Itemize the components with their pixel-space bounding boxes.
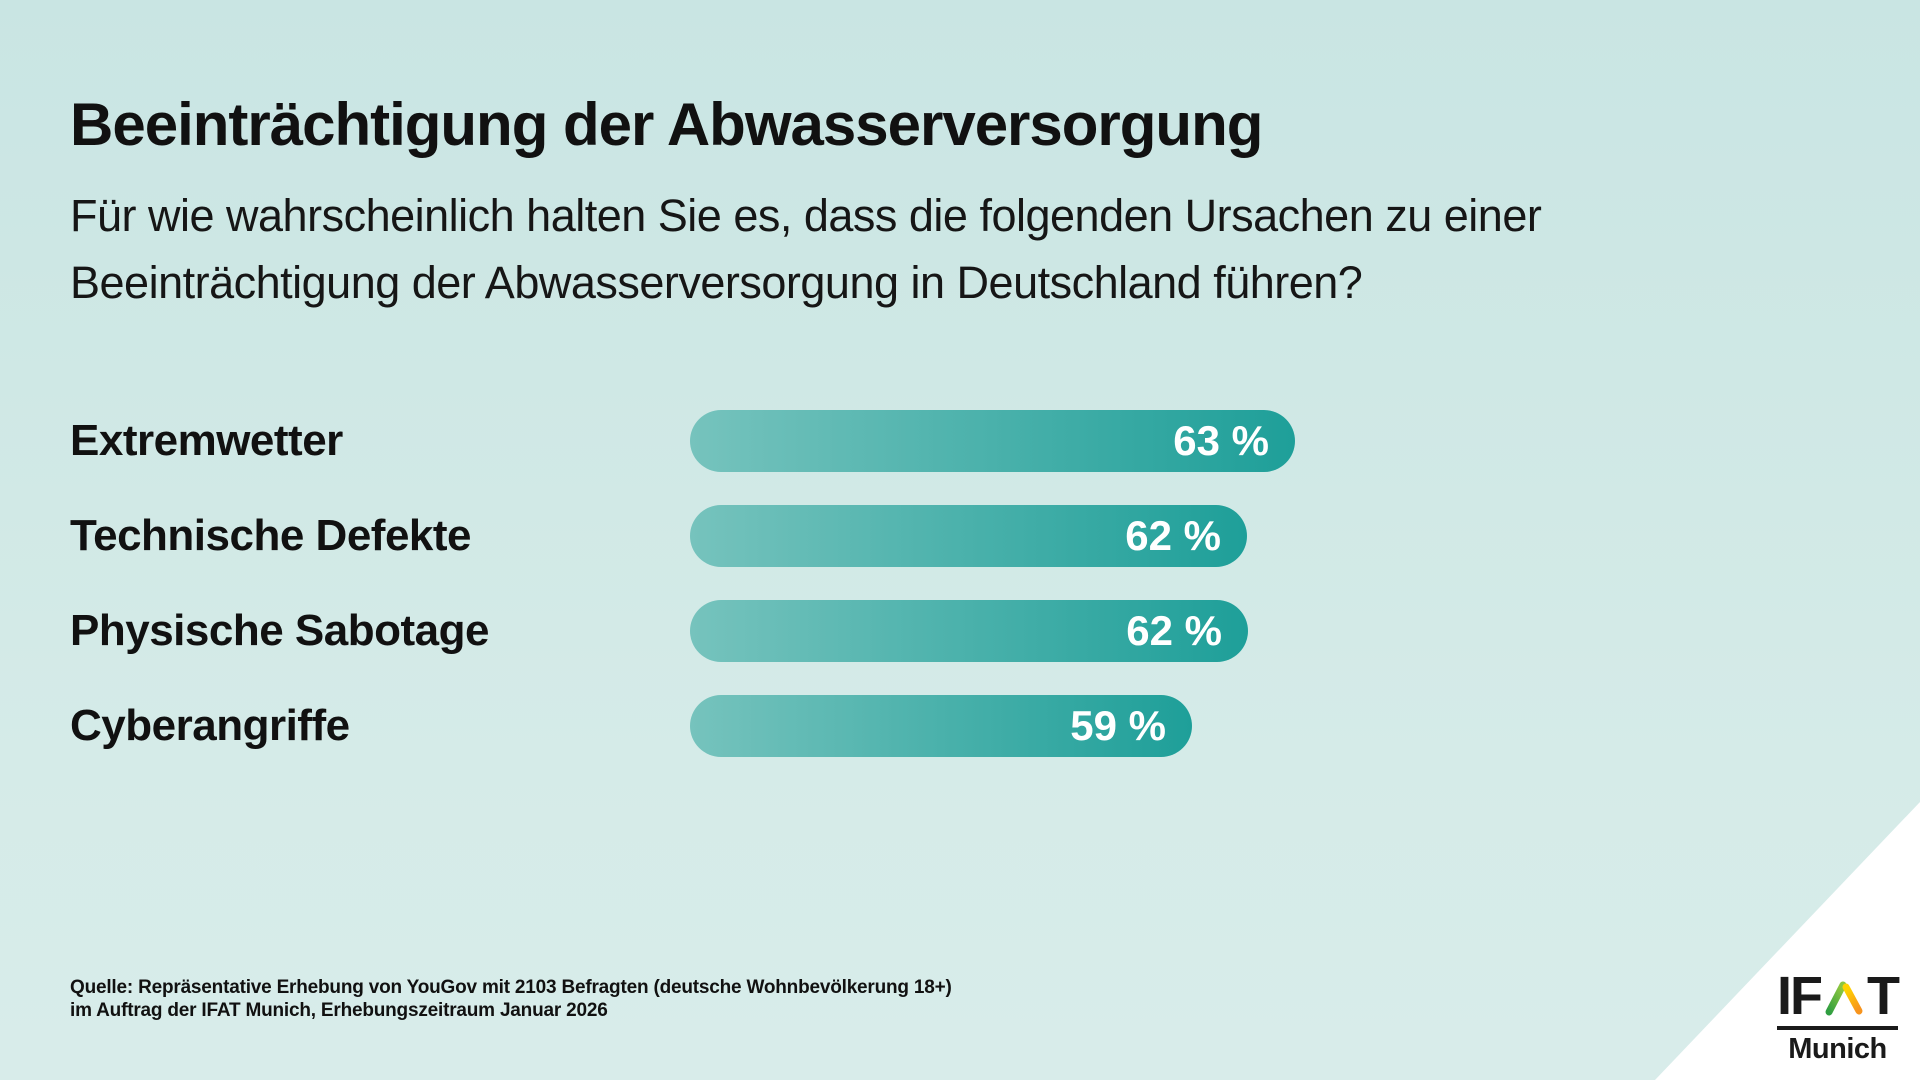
chart-row-cyberangriffe bbox=[0, 695, 1920, 757]
bar-value-label: 62 % bbox=[1126, 607, 1222, 654]
category-label: Cyberangriffe bbox=[70, 701, 350, 750]
logo-wordmark bbox=[1777, 966, 1898, 1027]
bar-extremwetter bbox=[690, 410, 1295, 472]
bar-cyberangriffe bbox=[690, 695, 1192, 757]
ifat-triangle-icon bbox=[1822, 979, 1866, 1021]
bar-technische-defekte bbox=[690, 505, 1247, 567]
source-line-2: im Auftrag der IFAT Munich, Erhebungszeitraum Januar 2026 bbox=[70, 1000, 608, 1021]
subtitle-line-2: Beeinträchtigung der Abwasserversorgung in Deutschland führen? bbox=[70, 257, 1363, 308]
source-line-1: Quelle: Repräsentative Erhebung von YouGov mit 2103 Befragten (deutsche Wohnbevölkerung 18+) bbox=[70, 977, 952, 998]
bar-value-label: 62 % bbox=[1125, 512, 1221, 559]
logo-city: Munich bbox=[1788, 1033, 1887, 1065]
bar-value-label: 59 % bbox=[1070, 702, 1166, 749]
bar-physische-sabotage bbox=[690, 600, 1248, 662]
logo-divider bbox=[1777, 1026, 1898, 1030]
logo-text-t: T bbox=[1867, 966, 1898, 1027]
subtitle-line-1: Für wie wahrscheinlich halten Sie es, dass die folgenden Ursachen zu einer bbox=[70, 190, 1542, 241]
category-label: Technische Defekte bbox=[70, 511, 472, 560]
chart-row-technische-defekte bbox=[0, 505, 1920, 567]
page-title: Beeinträchtigung der Abwasserversorgung bbox=[70, 91, 1263, 158]
category-label: Extremwetter bbox=[70, 416, 343, 465]
ifat-logo bbox=[1777, 966, 1898, 1066]
chart-row-extremwetter bbox=[0, 410, 1920, 472]
bar-value-label: 63 % bbox=[1173, 417, 1269, 464]
chart-row-physische-sabotage bbox=[0, 600, 1920, 662]
source-note bbox=[70, 976, 952, 1022]
category-label: Physische Sabotage bbox=[70, 606, 489, 655]
logo-text-if: IF bbox=[1777, 966, 1821, 1027]
